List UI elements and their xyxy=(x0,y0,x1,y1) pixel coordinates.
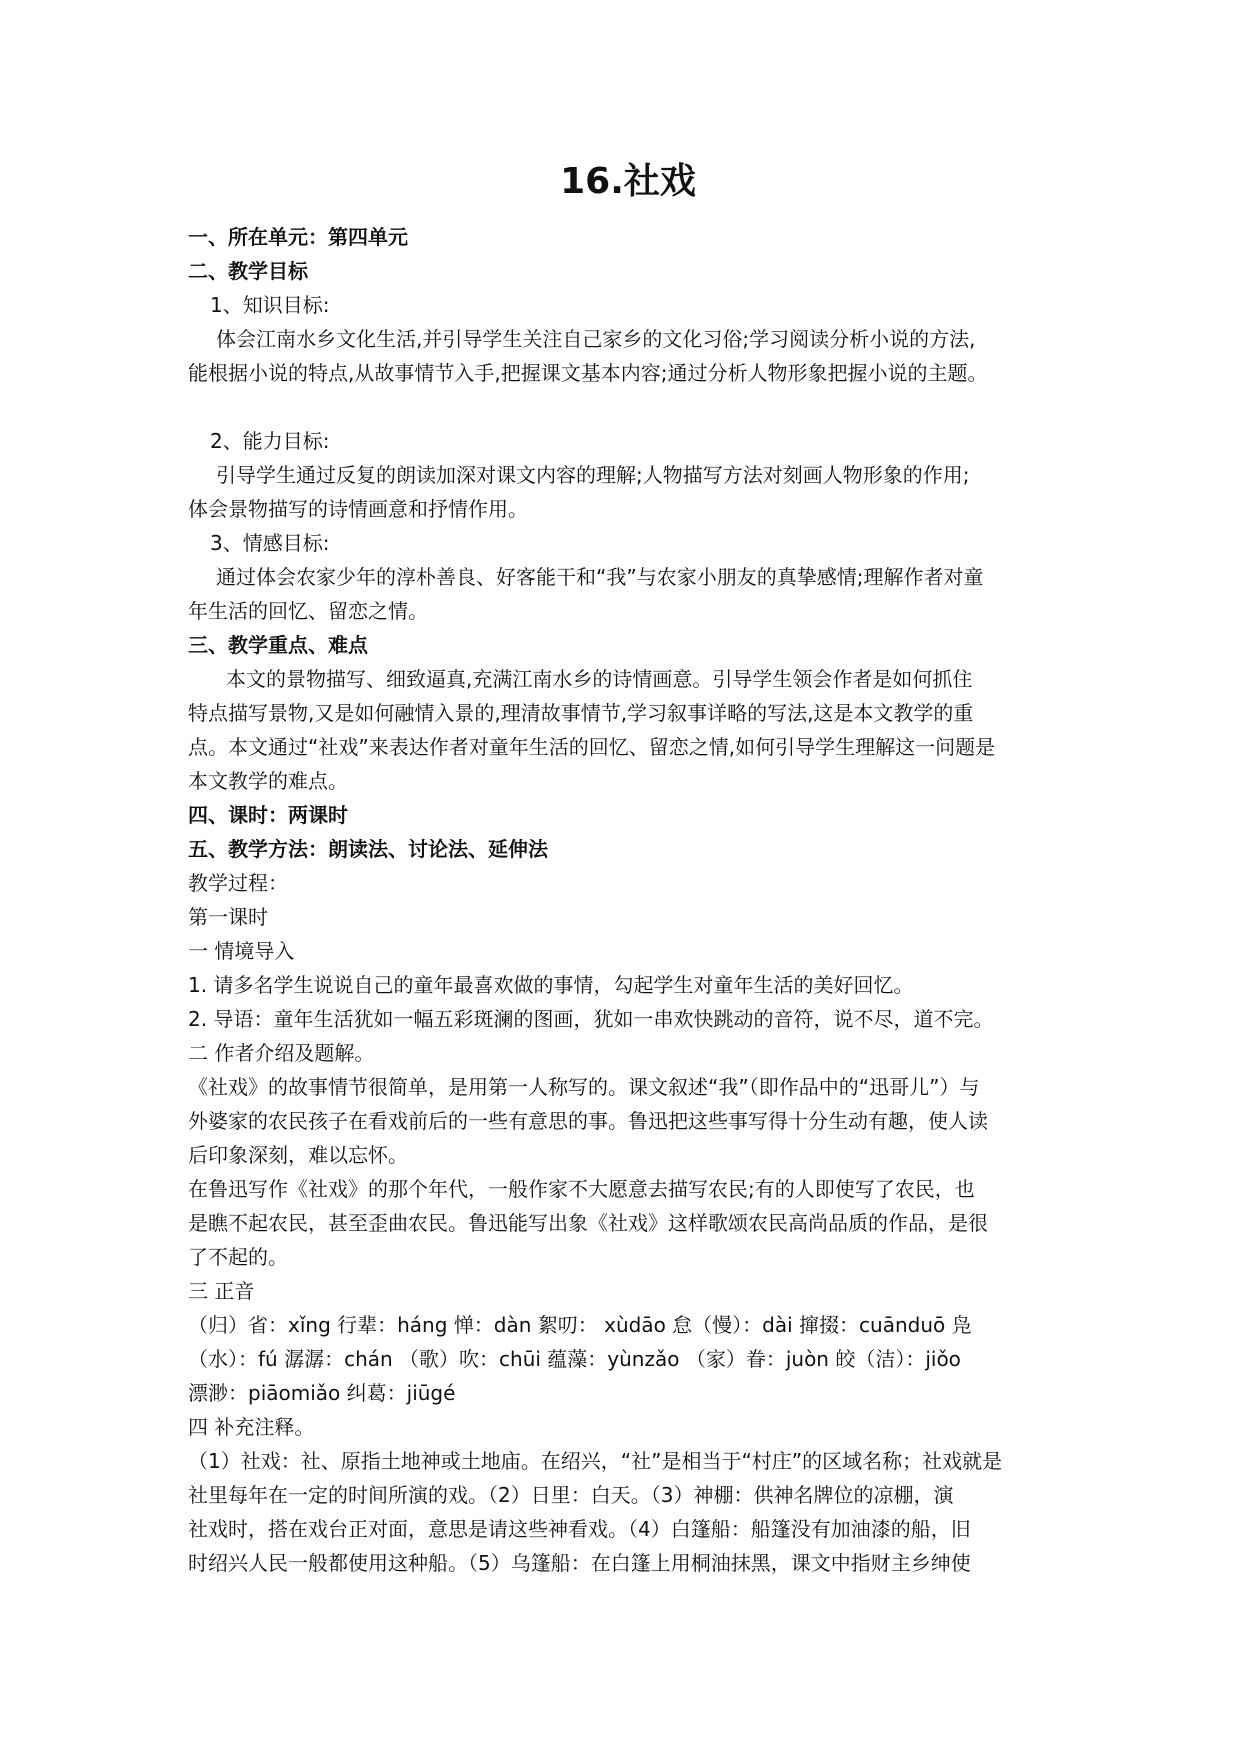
text-line: 2、能力目标: xyxy=(210,429,330,453)
text-line: 外婆家的农民孩子在看戏前后的一些有意思的事。鲁迅把这些事写得十分生动有趣，使人读 xyxy=(188,1109,988,1133)
text-line: 1. 请多名学生说说自己的童年最喜欢做的事情，勾起学生对童年生活的美好回忆。 xyxy=(188,973,914,997)
document-body xyxy=(188,220,1068,1580)
text-line: 社里每年在一定的时间所演的戏。（2）日里：白天。（3）神棚：供神名牌位的凉棚，演 xyxy=(188,1483,954,1507)
text-line: 第一课时 xyxy=(188,905,268,929)
text-line: 了不起的。 xyxy=(188,1245,288,1269)
text-line: 时绍兴人民一般都使用这种船。（5）乌篷船：在白篷上用桐油抹黑，课文中指财主乡绅使 xyxy=(188,1551,971,1575)
text-line: 通过体会农家少年的淳朴善良、好客能干和“我”与农家小朋友的真挚感情;理解作者对童 xyxy=(216,565,984,589)
text-line: 一 情境导入 xyxy=(188,939,295,963)
text-line: 后印象深刻，难以忘怀。 xyxy=(188,1143,408,1167)
text-line: 在鲁迅写作《社戏》的那个年代，一般作家不大愿意去描写农民;有的人即使写了农民，也 xyxy=(188,1177,975,1201)
section-heading: 三、教学重点、难点 xyxy=(188,633,368,657)
text-line: 2. 导语：童年生活犹如一幅五彩斑澜的图画，犹如一串欢快跳动的音符，说不尽，道不完。 xyxy=(188,1007,994,1031)
text-line: 漂渺：piāomiǎo 纠葛：jiūgé xyxy=(188,1381,456,1405)
text-line: （归）省：xǐng 行辈：háng 惮：dàn 絮叨： xùdāo 怠（慢）：dài 撺掇：cuānduō 凫 xyxy=(188,1313,972,1337)
text-line: 体会江南水乡文化生活,并引导学生关注自己家乡的文化习俗;学习阅读分析小说的方法, xyxy=(216,327,976,351)
text-line: 3、情感目标: xyxy=(210,531,330,555)
text-line: 年生活的回忆、留恋之情。 xyxy=(188,599,428,623)
text-line: 三 正音 xyxy=(188,1279,255,1303)
text-line: （水）：fú 潺潺：chán （歌）吹：chūi 蕴藻：yùnzǎo （家）眷：juòn 皎（洁）：jiǒo xyxy=(188,1347,961,1371)
text-line: 本文的景物描写、细致逼真,充满江南水乡的诗情画意。引导学生领会作者是如何抓住 xyxy=(226,667,973,691)
text-line: 《社戏》的故事情节很简单，是用第一人称写的。课文叙述“我”（即作品中的“迅哥儿”）与 xyxy=(188,1075,980,1099)
document-page xyxy=(188,150,1068,1580)
section-heading: 四、课时：两课时 xyxy=(188,803,348,827)
text-line: 能根据小说的特点,从故事情节入手,把握课文基本内容;通过分析人物形象把握小说的主题。 xyxy=(188,361,988,385)
text-line: 引导学生通过反复的朗读加深对课文内容的理解;人物描写方法对刻画人物形象的作用; xyxy=(216,463,970,487)
text-line: 点。本文通过“社戏”来表达作者对童年生活的回忆、留恋之情,如何引导学生理解这一问题是 xyxy=(188,735,996,759)
page-title: 16.社戏 xyxy=(560,161,696,202)
text-line: 特点描写景物,又是如何融情入景的,理清故事情节,学习叙事详略的写法,这是本文教学的重 xyxy=(188,701,974,725)
text-line: （1）社戏：社、原指土地神或土地庙。在绍兴，“社”是相当于“村庄”的区域名称；社戏就是 xyxy=(188,1449,1003,1473)
text-line: 四 补充注释。 xyxy=(188,1415,315,1439)
text-line: 体会景物描写的诗情画意和抒情作用。 xyxy=(188,497,528,521)
text-line: 1、知识目标: xyxy=(210,293,330,317)
section-heading: 五、教学方法：朗读法、讨论法、延伸法 xyxy=(188,837,548,861)
section-heading: 一、所在单元：第四单元 xyxy=(188,225,408,249)
text-line: 是瞧不起农民，甚至歪曲农民。鲁迅能写出象《社戏》这样歌颂农民高尚品质的作品，是很 xyxy=(188,1211,988,1235)
text-line: 本文教学的难点。 xyxy=(188,769,348,793)
section-heading: 二、教学目标 xyxy=(188,259,308,283)
text-line: 二 作者介绍及题解。 xyxy=(188,1041,375,1065)
text-line: 社戏时，搭在戏台正对面，意思是请这些神看戏。（4）白篷船：船篷没有加油漆的船，旧 xyxy=(188,1517,971,1541)
blank-line xyxy=(188,390,1068,424)
text-line: 教学过程： xyxy=(188,871,288,895)
